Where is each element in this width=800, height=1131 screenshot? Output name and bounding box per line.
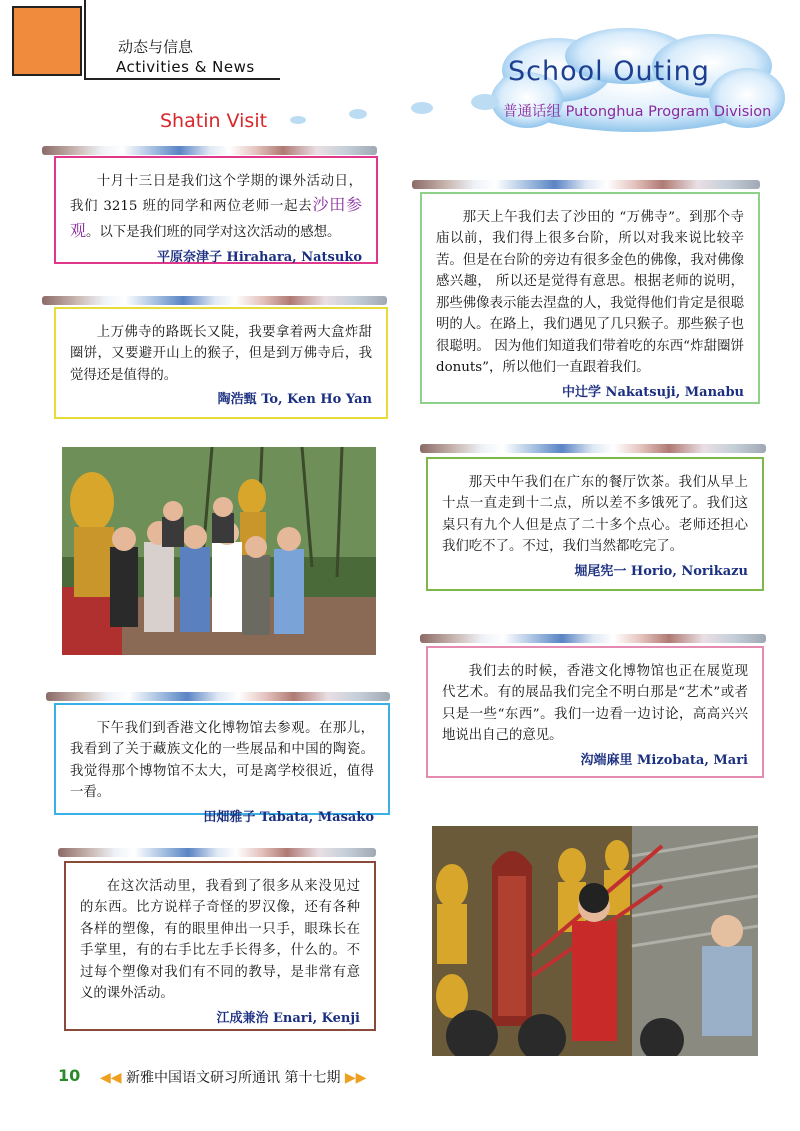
article-text: 下午我们到香港文化博物馆去参观。在那儿，我看到了关于藏族文化的一些展品和中国的陶瓷。我觉得那个博物馆不太大，可是离学校很近，值得一看。 (70, 721, 374, 801)
decor-bar (46, 692, 390, 701)
cloud-bubbles (280, 90, 510, 130)
article-author: 中辻学 Nakatsuji, Manabu (562, 384, 744, 400)
article-author: 田畑雅子 Tabata, Masako (203, 809, 374, 825)
header-divider-vertical (84, 0, 86, 80)
decor-bar (420, 634, 766, 643)
decor-bar (412, 180, 760, 189)
article-box-7 (64, 861, 376, 1031)
orange-corner-block (12, 6, 82, 76)
article-box-6 (54, 703, 390, 825)
article-text: 我们去的时候，香港文化博物馆也正在展览现代艺术。有的展品我们完全不明白那是“艺术”或者只是一些“东西”。我们一边看一边讨论，高高兴兴地说出自己的意见。 (442, 664, 748, 744)
section-title-zh: 动态与信息 (118, 38, 194, 56)
section-title-en: Activities & News (116, 58, 255, 76)
decor-bar (58, 848, 376, 857)
page-number: 10 (58, 1066, 81, 1085)
decor-bar (420, 444, 766, 453)
article-box-5 (426, 646, 764, 778)
article-text: 那天上午我们去了沙田的 “万佛寺”。到那个寺庙以前，我们得上很多台阶，所以对我来说比较辛苦。但是在台阶的旁边有很多金色的佛像，我对佛像感兴趣， 所以还是觉得有意思。根据老师的说明，那些佛像表示能去涅盘的人，我觉得他们肯定是很聪明的人。在路上，我们遇见了几只猴子。那些猴子也很聪明。 因为他们知道我们带着吃的东西“炸甜圈饼donuts”，所以他们一直跟着我们。 (436, 210, 744, 376)
decor-bar (42, 296, 387, 305)
highlight-text: 沙田参观 (70, 195, 362, 241)
article-text: 上万佛寺的路既长又陡，我要拿着两大盒炸甜圈饼，又要避开山上的猴子，但是到万佛寺后，我觉得还是值得的。 (70, 325, 372, 383)
article-text: 在这次活动里，我看到了很多从来没见过的东西。比方说样子奇怪的罗汉像，还有各种各样的塑像，有的眼里伸出一只手，眼珠长在手掌里，有的右手比左手长得多，什么的。不过每个塑像对我们有不同的教导，是非常有意义的课外活动。 (80, 879, 360, 1002)
article-text: 那天中午我们在广东的餐厅饮茶。我们从早上十点一直走到十二点，所以差不多饿死了。我们这桌只有九个人但是点了二十多个点心。老师还担心我们吃不了。不过，我们当然都吃完了。 (442, 475, 748, 555)
left-arrows-icon: ◀◀ (100, 1070, 122, 1086)
article-author: 江成兼治 Enari, Kenji (216, 1010, 360, 1026)
article-author: 沟端麻里 Mizobata, Mari (580, 752, 748, 768)
article-author: 堀尾宪一 Horio, Norikazu (574, 563, 748, 579)
article-box-1 (54, 156, 378, 264)
article-author: 平原奈津子 Hirahara, Natsuko (157, 249, 362, 265)
temple-photo (432, 826, 758, 1056)
header-divider-horizontal (84, 78, 280, 80)
decor-bar (42, 146, 377, 155)
group-photo (62, 447, 376, 655)
footer-publication (100, 1067, 366, 1087)
article-text: 十月十三日是我们这个学期的课外活动日，我们 3215 班的同学和两位老师一起去沙田参观。以下是我们班的同学对这次活动的感想。 (70, 174, 362, 241)
division-label: 普通话组 Putonghua Program Division (503, 104, 772, 120)
page-title: School Outing (508, 56, 710, 87)
article-subtitle: Shatin Visit (160, 110, 268, 132)
article-author: 陶浩甄 To, Ken Ho Yan (217, 392, 372, 408)
article-box-2 (54, 307, 388, 419)
publication-name: 新雅中国语文研习所通讯 第十七期 (126, 1070, 341, 1086)
right-arrows-icon: ▶▶ (344, 1070, 367, 1086)
article-box-3 (420, 192, 760, 404)
article-box-4 (426, 457, 764, 591)
